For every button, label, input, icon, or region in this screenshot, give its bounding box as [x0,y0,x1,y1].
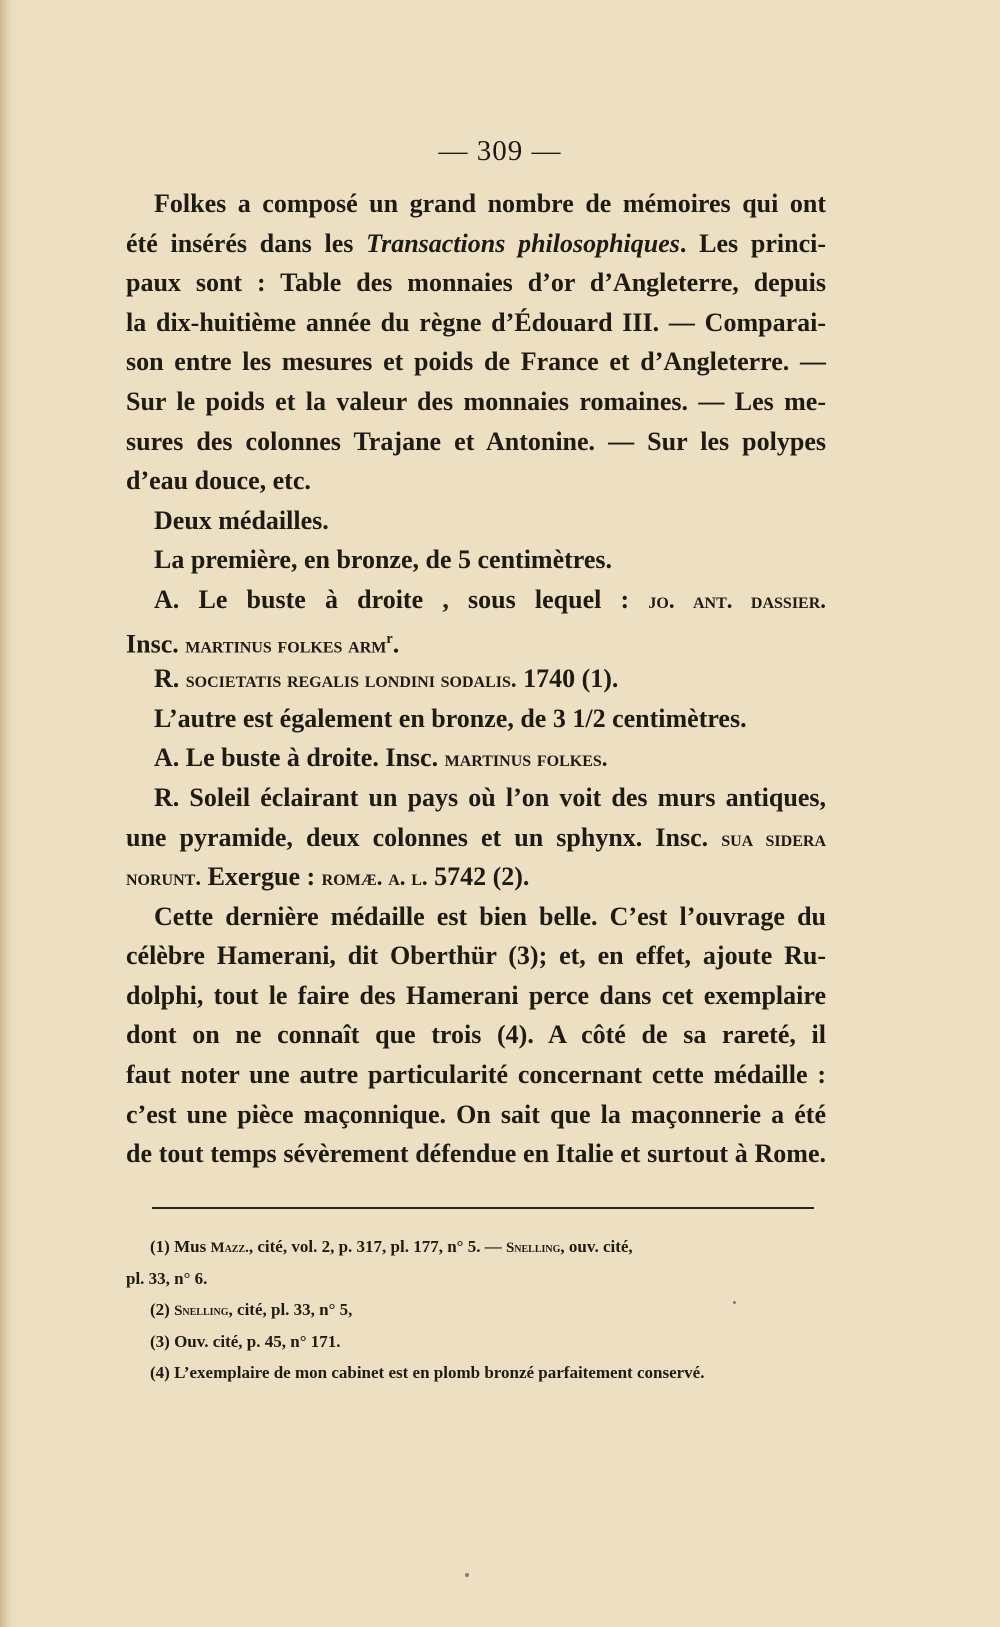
footnotes [126,1231,826,1389]
text-line: dolphi, tout le faire des Hamerani perce dans cet exemplaire [126,980,826,1010]
paper-speck [465,1573,469,1577]
text-line: célèbre Hamerani, dit Oberthür (3); et, en effet, ajoute Ru- [126,941,826,971]
footnote-3: (3) Ouv. cité, p. 45, n° 171. [150,1331,341,1351]
text-line: A. Le buste à droite , sous lequel : jo. ant. dassier. [154,584,826,614]
text-line: R. Soleil éclairant un pays où l’on voit des murs antiques, [154,782,826,812]
text-line: paux sont : Table des monnaies d’or d’Angleterre, depuis [126,268,826,298]
text-line: norunt. Exergue : romæ. a. l. 5742 (2). [126,862,530,892]
text-line: une pyramide, deux colonnes et un sphynx. Insc. sua sidera [126,822,826,852]
text-line: dont on ne connaît que trois (4). A côté de sa rareté, il [126,1020,826,1050]
text-line: c’est une pièce maçonnique. On sait que la maçonnerie a été [126,1099,826,1129]
text-line: faut noter une autre particularité concernant cette médaille : [126,1060,826,1090]
footnote-divider [152,1207,814,1209]
text-line: de tout temps sévèrement défendue en Italie et surtout à Rome. [126,1139,826,1169]
paper-speck [733,1301,736,1304]
text-line: son entre les mesures et poids de France et d’Angleterre. — [126,347,826,377]
text-line: La première, en bronze, de 5 centimètres. [154,545,613,575]
page-number: — 309 — [438,135,562,167]
text-line: la dix-huitième année du règne d’Édouard III. — Comparai- [126,307,826,337]
footnote-1: (1) Mus Mazz., cité, vol. 2, p. 317, pl. 177, n° 5. — Snelling, ouv. cité, [150,1237,633,1256]
footnote-2: (2) Snelling, cité, pl. 33, n° 5, [150,1300,353,1319]
text-line: été insérés dans les Transactions philosophiques. Les princi- [126,228,826,258]
text-line: A. Le buste à droite. Insc. martinus folkes. [154,743,608,773]
text-line: Sur le poids et la valeur des monnaies romaines. — Les me- [126,386,826,416]
text-line: Cette dernière médaille est bien belle. C’est l’ouvrage du [154,901,826,931]
text-line: L’autre est également en bronze, de 3 1/2 centimètres. [154,703,747,733]
footnote-1-continued: pl. 33, n° 6. [126,1268,208,1288]
text-line: R. societatis regalis londini sodalis. 1740 (1). [154,664,619,694]
body-text [126,184,826,1174]
text-line: sures des colonnes Trajane et Antonine. — Sur les polypes [126,426,826,456]
text-line: d’eau douce, etc. [126,466,311,496]
text-line: Folkes a composé un grand nombre de mémoires qui ont [154,189,826,218]
italic-title: Transactions philosophiques [366,228,680,258]
page-edge [0,0,14,1627]
text-line: Insc. martinus folkes arm$^r$. [126,629,400,659]
footnote-4: (4) L’exemplaire de mon cabinet est en plomb bronzé parfaitement conservé. [150,1363,705,1382]
text-line: Deux médailles. [154,505,329,535]
